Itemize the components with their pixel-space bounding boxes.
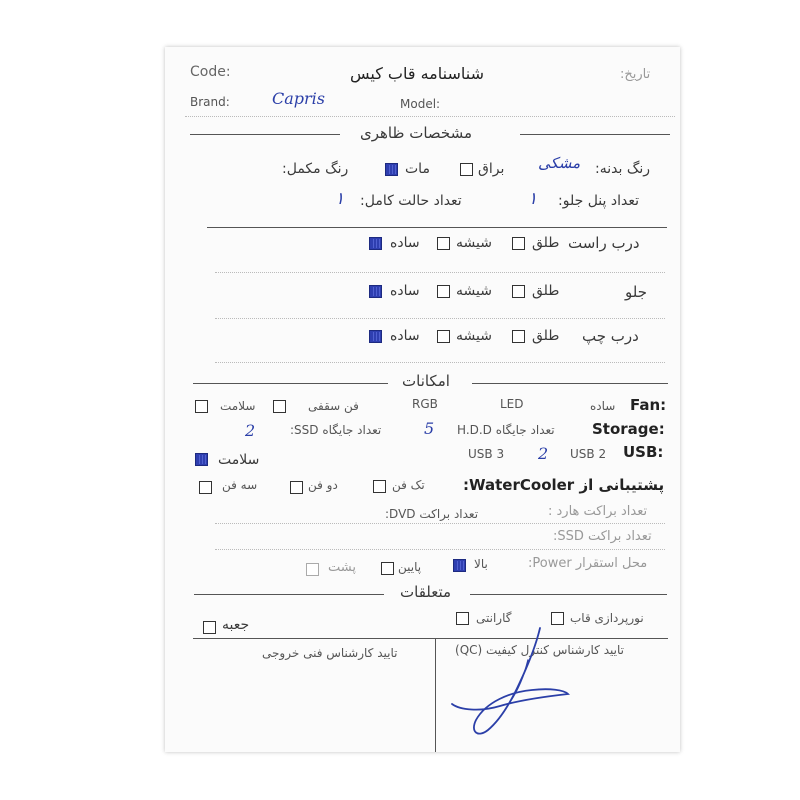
header-divider (185, 116, 675, 117)
section-line-left (194, 594, 384, 595)
section-line-left (193, 383, 388, 384)
hdd-bracket-label: تعداد براکت هارد : (548, 504, 648, 519)
door-front-arch-checkbox[interactable] (512, 285, 525, 298)
features-section-title: امکانات (402, 372, 450, 390)
door-right-arch-checkbox[interactable] (512, 237, 525, 250)
door-left-glass-label: شیشه (456, 328, 492, 344)
door-left-plain-checkbox[interactable] (369, 330, 382, 343)
matte-checkbox[interactable] (385, 163, 398, 176)
door-left-arch-label: طلق (532, 328, 560, 344)
usb-health-checkbox[interactable] (195, 453, 208, 466)
full-state-value: ۱ (335, 189, 345, 209)
section-line-right (472, 383, 668, 384)
form-title: شناسنامه قاب کیس (350, 64, 484, 83)
lighting-label: نورپردازی قاب (570, 611, 644, 625)
door-front-glass-checkbox[interactable] (437, 285, 450, 298)
door-right-arch-label: طلق (532, 235, 560, 251)
qc-signature (440, 620, 570, 740)
approvals-separator (435, 638, 436, 752)
dual-fan-checkbox[interactable] (290, 481, 303, 494)
box-checkbox[interactable] (203, 621, 216, 634)
row-guide (215, 549, 665, 550)
warranty-label: گارانتی (476, 611, 512, 625)
date-label: تاریخ: (620, 67, 651, 82)
fan-ceiling-checkbox[interactable] (273, 400, 286, 413)
door-front-arch-label: طلق (532, 283, 560, 299)
power-top-label: بالا (474, 557, 488, 571)
section-line-left (190, 134, 340, 135)
brand-value: Capris (272, 89, 325, 108)
body-color-label: رنگ بدنه: (595, 161, 651, 177)
dvd-bracket-label: تعداد براکت DVD: (385, 507, 479, 521)
section-line-right (520, 134, 670, 135)
door-front-glass-label: شیشه (456, 283, 492, 299)
door-right-glass-label: شیشه (456, 235, 492, 251)
power-bottom-checkbox[interactable] (381, 562, 394, 575)
triple-fan-label: سه فن (222, 478, 258, 492)
power-location-label: محل استقرار Power: (528, 556, 648, 571)
front-panel-value: ۱ (528, 189, 538, 209)
full-state-label: تعداد حالت کامل: (360, 193, 462, 209)
door-right-glass-checkbox[interactable] (437, 237, 450, 250)
fan-plain-label: ساده (590, 399, 616, 413)
box-label: جعبه (222, 617, 250, 633)
ssd-bracket-label: تعداد براکت SSD: (553, 529, 652, 544)
fan-label: Fan: (630, 396, 667, 414)
front-panel-label: تعداد پنل جلو: (558, 193, 639, 209)
ssd-slots-label: تعداد جایگاه SSD: (290, 423, 382, 437)
accent-color-label: رنگ مکمل: (282, 161, 349, 177)
hdd-slots-value: 5 (424, 419, 435, 438)
matte-label: مات (405, 161, 430, 177)
door-right-plain-checkbox[interactable] (369, 237, 382, 250)
power-top-checkbox[interactable] (453, 559, 466, 572)
code-label: Code: (190, 64, 231, 80)
triple-fan-checkbox[interactable] (199, 481, 212, 494)
row-guide (215, 362, 665, 363)
glossy-label: براق (478, 161, 505, 177)
door-left-arch-checkbox[interactable] (512, 330, 525, 343)
row-guide (215, 318, 665, 319)
door-right-label: درب راست (568, 234, 640, 252)
approvals-divider (193, 638, 668, 639)
fan-rgb-label: RGB (412, 397, 438, 411)
section-line-right (470, 594, 667, 595)
qc-approval-label: تایید کارشناس کنترل کیفیت (QC) (455, 643, 624, 657)
power-bottom-label: پایین (398, 560, 422, 574)
fan-health-label: سلامت (220, 399, 256, 413)
brand-label: Brand: (190, 95, 230, 109)
body-color-value: مشکی (538, 154, 581, 172)
power-back-label: پشت (328, 560, 356, 575)
appearance-section-title: مشخصات ظاهری (360, 124, 473, 142)
power-back-checkbox[interactable] (306, 563, 319, 576)
door-front-plain-label: ساده (390, 283, 420, 299)
dual-fan-label: دو فن (308, 478, 338, 492)
hdd-slots-label: تعداد جایگاه H.D.D (457, 423, 555, 437)
row-guide (215, 272, 665, 273)
usb3-label: USB 3 (468, 447, 505, 461)
single-fan-checkbox[interactable] (373, 480, 386, 493)
doors-divider (207, 227, 667, 228)
single-fan-label: تک فن (392, 478, 425, 492)
door-front-plain-checkbox[interactable] (369, 285, 382, 298)
glossy-checkbox[interactable] (460, 163, 473, 176)
door-left-plain-label: ساده (390, 328, 420, 344)
fan-led-label: LED (500, 397, 524, 411)
watercooler-label: پشتیبانی از WaterCooler: (463, 476, 665, 494)
row-guide (215, 523, 665, 524)
ssd-slots-value: 2 (245, 421, 256, 440)
usb-health-label: سلامت (218, 452, 260, 468)
storage-label: Storage: (592, 420, 665, 438)
exit-approval-label: تایید کارشناس فنی خروجی (262, 646, 398, 660)
door-right-plain-label: ساده (390, 235, 420, 251)
model-label: Model: (400, 97, 441, 111)
door-left-label: درب چپ (582, 327, 639, 345)
accessories-section-title: متعلقات (400, 583, 452, 601)
fan-health-checkbox[interactable] (195, 400, 208, 413)
door-left-glass-checkbox[interactable] (437, 330, 450, 343)
usb-label: USB: (623, 443, 664, 461)
fan-ceiling-label: فن سقفی (308, 399, 359, 413)
door-front-label: جلو (625, 283, 647, 301)
usb2-value: 2 (538, 444, 549, 463)
usb2-label: USB 2 (570, 447, 607, 461)
